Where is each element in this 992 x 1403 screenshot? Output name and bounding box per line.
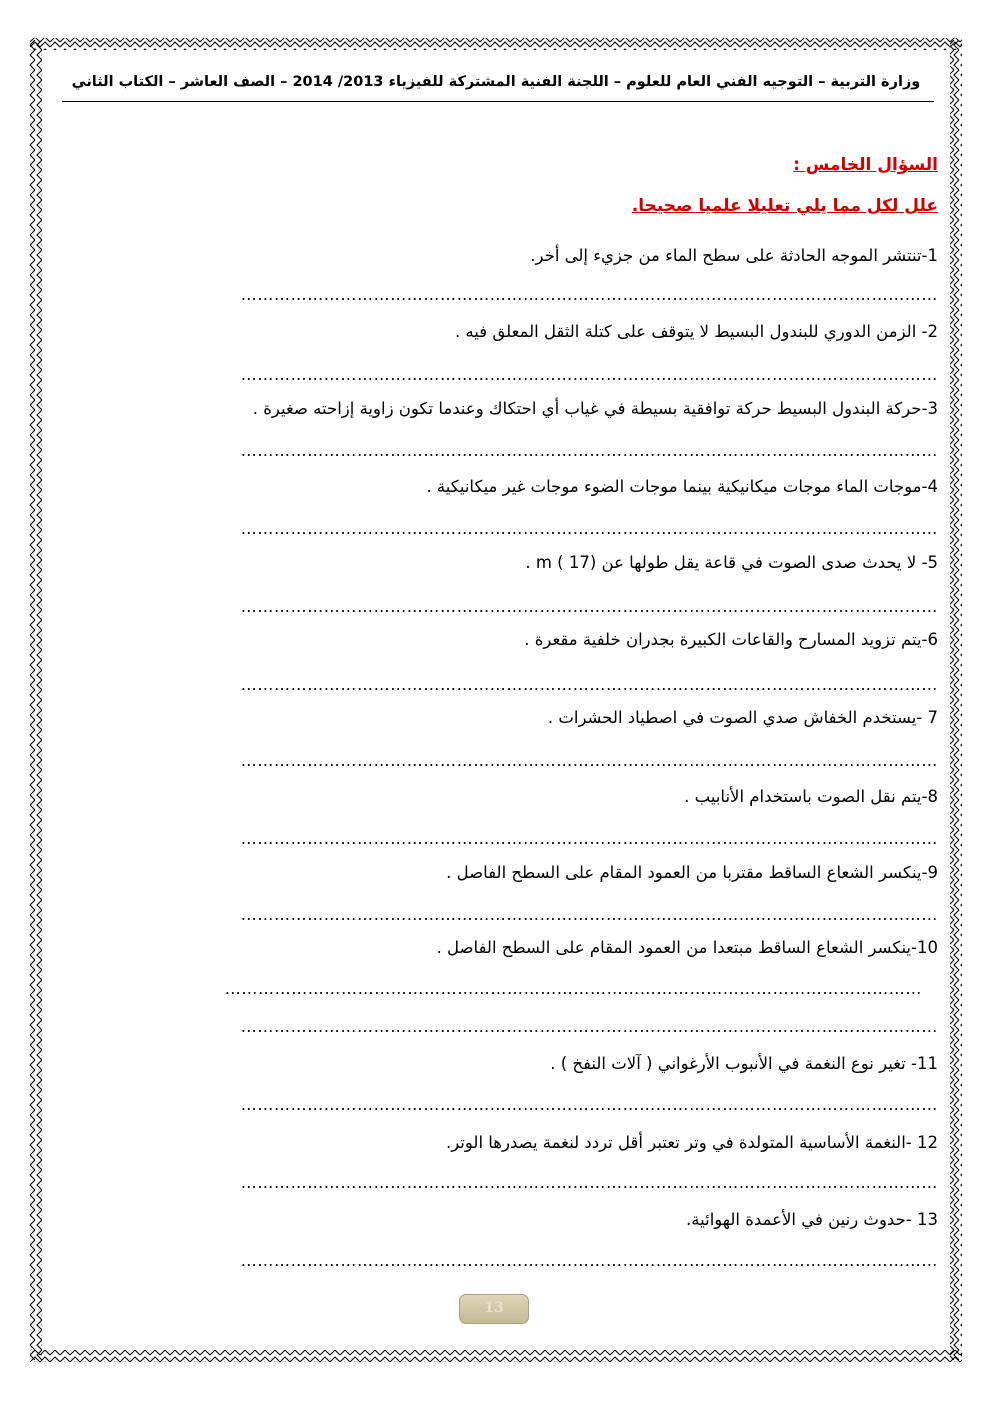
item-text: حركة البندول البسيط حركة توافقية بسيطة في غياب أي احتكاك وعندما تكون زاوية إزاحته صغيرة . [252, 399, 922, 418]
answer-line[interactable]: ……………………………………………………………………………………………………………… [224, 982, 922, 996]
answer-line[interactable]: ……………………………………………………………………………………………………………… [240, 444, 938, 458]
item-text: ينكسر الشعاع الساقط مقتربا من العمود المقام على السطح الفاصل . [446, 863, 922, 882]
question-item [684, 786, 938, 808]
answer-line[interactable]: ……………………………………………………………………………………………………………… [240, 754, 938, 768]
answer-line[interactable]: ……………………………………………………………………………………………………………… [240, 1254, 938, 1268]
question-item [455, 321, 938, 343]
item-text: يتم تزويد المسارح والقاعات الكبيرة بجدران خلفية مقعرة . [524, 630, 922, 649]
item-number: 3- [921, 399, 938, 418]
question-item [253, 398, 938, 420]
border-right [950, 40, 962, 1360]
item-number: 5- [921, 553, 938, 572]
item-text: تغير نوع النغمة في الأنبوب الأرغواني ( آلات النفخ ) . [550, 1054, 912, 1073]
question-item [524, 629, 938, 651]
question-instruction: علل لكل مما يلي تعليلا علميا صحيحا. [631, 196, 938, 216]
item-text: لا يحدث صدى الصوت في قاعة يقل طولها عن m ( 17) . [525, 553, 922, 572]
item-number: 7 - [916, 708, 938, 727]
item-number: 6- [921, 630, 938, 649]
item-number: 1- [921, 246, 938, 265]
item-text: يتم نقل الصوت باستخدام الأنابيب . [684, 787, 922, 806]
item-number: 13 - [905, 1210, 938, 1229]
item-number: 11- [911, 1054, 938, 1073]
answer-line[interactable]: ……………………………………………………………………………………………………………… [240, 832, 938, 846]
item-text: ينكسر الشعاع الساقط مبتعدا من العمود المقام على السطح الفاصل . [436, 938, 912, 957]
question-item [525, 552, 938, 574]
item-text: الزمن الدوري للبندول البسيط لا يتوقف على كتلة الثقل المعلق فيه . [454, 322, 922, 341]
answer-line[interactable]: ……………………………………………………………………………………………………………… [240, 1176, 938, 1190]
answer-line[interactable]: ……………………………………………………………………………………………………………… [240, 288, 938, 302]
item-number: 12 - [905, 1133, 938, 1152]
item-number: 8- [921, 787, 938, 806]
question-item [548, 707, 938, 729]
question-item [686, 1209, 938, 1231]
answer-line[interactable]: ……………………………………………………………………………………………………………… [240, 908, 938, 922]
item-number: 10- [911, 938, 938, 957]
border-left [30, 40, 42, 1360]
question-item [446, 1132, 938, 1154]
item-text: النغمة الأساسية المتولدة في وتر تعتبر أقل تردد لنغمة يصدرها الوتر. [445, 1133, 906, 1152]
page-number-badge: 13 [459, 1294, 529, 1324]
question-title: السؤال الخامس : [793, 155, 938, 175]
question-item [437, 937, 938, 959]
answer-line[interactable]: ……………………………………………………………………………………………………………… [240, 522, 938, 536]
question-item [446, 862, 938, 884]
item-text: تنتشر الموجه الحادثة على سطح الماء من جزيء إلى أخر. [530, 246, 922, 265]
answer-line[interactable]: ……………………………………………………………………………………………………………… [240, 368, 938, 382]
border-top [30, 38, 962, 50]
answer-line[interactable]: ……………………………………………………………………………………………………………… [240, 1098, 938, 1112]
item-text: حدوث رنين في الأعمدة الهوائية. [686, 1210, 906, 1229]
question-item [550, 1053, 938, 1075]
border-bottom [30, 1350, 962, 1362]
answer-line[interactable]: ……………………………………………………………………………………………………………… [240, 1020, 938, 1034]
item-number: 9- [921, 863, 938, 882]
item-number: 2- [921, 322, 938, 341]
item-number: 4- [921, 477, 938, 496]
header-divider [62, 101, 934, 102]
answer-line[interactable]: ……………………………………………………………………………………………………………… [240, 678, 938, 692]
answer-line[interactable]: ……………………………………………………………………………………………………………… [240, 600, 938, 614]
question-item [426, 476, 938, 498]
page-header: وزارة التربية – التوجيه الفني العام للعلوم – اللجنة الفنية المشتركة للفيزياء 2013/ 2014 – الصف العاشر – الكتاب الثاني [71, 74, 921, 90]
item-text: يستخدم الخفاش صدي الصوت في اصطياد الحشرات . [547, 708, 917, 727]
question-item [530, 245, 938, 267]
item-text: موجات الماء موجات ميكانيكية بينما موجات الضوء موجات غير ميكانيكية . [426, 477, 922, 496]
